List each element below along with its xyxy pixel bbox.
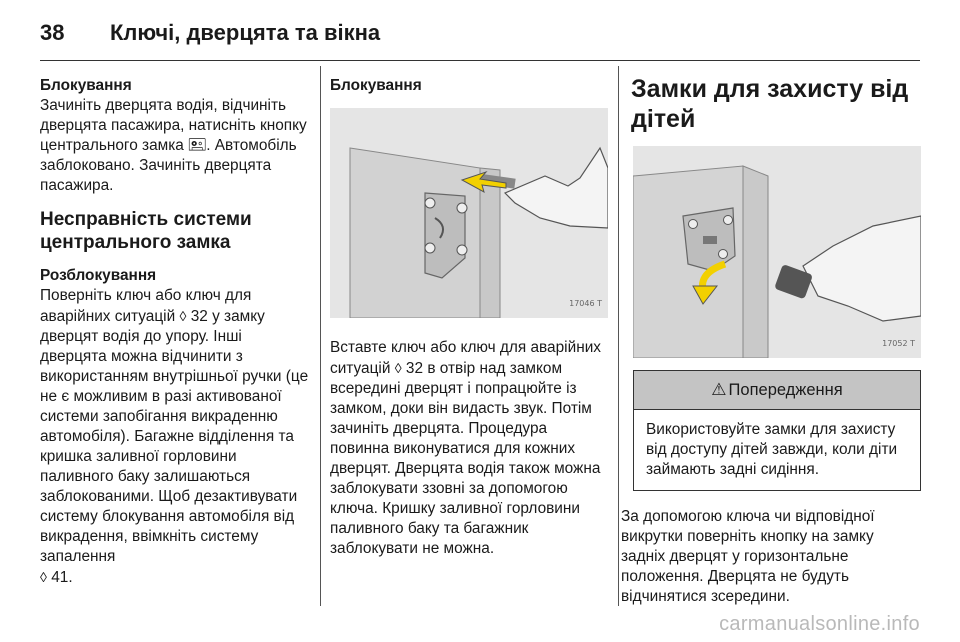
heading-locking: Блокування	[40, 77, 132, 94]
heading-locking-2: Блокування	[330, 77, 422, 94]
heading-unlocking: Розблокування	[40, 267, 157, 284]
figure-code: 17046 T	[569, 299, 602, 308]
heading-malfunction: Несправність системи центрального замка	[40, 209, 252, 253]
locking-paragraph: Зачиніть дверцята водія, відчиніть дверцята пасажира, натисніть кнопку центрального замка 🖭. Автомобіль заблоковано. Зачиніть дверцята пасажира.	[40, 97, 307, 194]
unlocking-paragraph: Поверніть ключ або ключ для аварійних ситуацій ◊ 32 у замку дверцят водія до упору. Інші дверцята можна відчинити з використанням внутрішньої ручки (це не є можливим в разі активованої системи запобігання викраденню автомобіля). Багажне відділення та кришка заливної горловини паливного баку залишаються заблокованими. Щоб дезактивувати систему блокування автомобіля від викрадення, ввімкніть систему запалення ◊ 41.	[40, 287, 309, 586]
page-title: Ключі, дверцята та вікна	[110, 20, 381, 45]
page-ref-link[interactable]: 32	[190, 308, 208, 325]
column-2	[330, 76, 608, 559]
page-header	[40, 16, 380, 50]
page-ref-arrow-icon: ◊	[40, 569, 47, 585]
column-divider-2	[618, 66, 619, 606]
warning-box	[633, 370, 921, 491]
page-ref-arrow-icon: ◊	[394, 360, 402, 376]
door-lock-drawing	[330, 108, 608, 318]
heading-child-locks: Замки для захисту від дітей	[631, 75, 909, 133]
child-lock-drawing	[633, 146, 921, 358]
page-ref-link[interactable]: 32	[405, 360, 424, 377]
locking-instructions: Вставте ключ або ключ для аварійних ситуацій ◊ 32 в отвір над замком всередині дверцят і попрацюйте із замком, доки він видасть звук. Потім зачиніть дверцята. Процедура повинна виконуватися для кожних дверцят. Дверцята водія також можна заблокувати ззовні за допомогою ключа. Кришку заливної горловини паливного баку та багажник заблокувати не можна.	[330, 339, 601, 557]
column-1	[40, 76, 312, 588]
child-lock-instructions: За допомогою ключа чи відповідної викрутки поверніть кнопку на замку задніх дверцят у горизонтальне положення. Дверцята не будуть відчинятися зсередини.	[621, 508, 875, 605]
page-number: 38	[40, 20, 65, 45]
warning-text: Використовуйте замки для захисту від доступу дітей завжди, коли діти займають задні сидіння.	[646, 421, 898, 478]
page-ref-arrow-icon: ◊	[179, 308, 187, 324]
child-lock-illustration	[633, 146, 921, 358]
warning-triangle-icon: ⚠	[711, 380, 727, 399]
header-rule	[40, 60, 920, 61]
page-ref-link[interactable]: 41	[51, 569, 69, 586]
figure-code: 17052 T	[882, 339, 915, 348]
warning-header	[634, 371, 920, 410]
watermark: carmanualsonline.info	[719, 613, 920, 635]
lock-button-icon: 🖭	[188, 137, 207, 154]
warning-title: Попередження	[728, 381, 843, 399]
column-3	[621, 76, 921, 607]
door-lock-illustration	[330, 108, 608, 318]
column-divider-1	[320, 66, 321, 606]
